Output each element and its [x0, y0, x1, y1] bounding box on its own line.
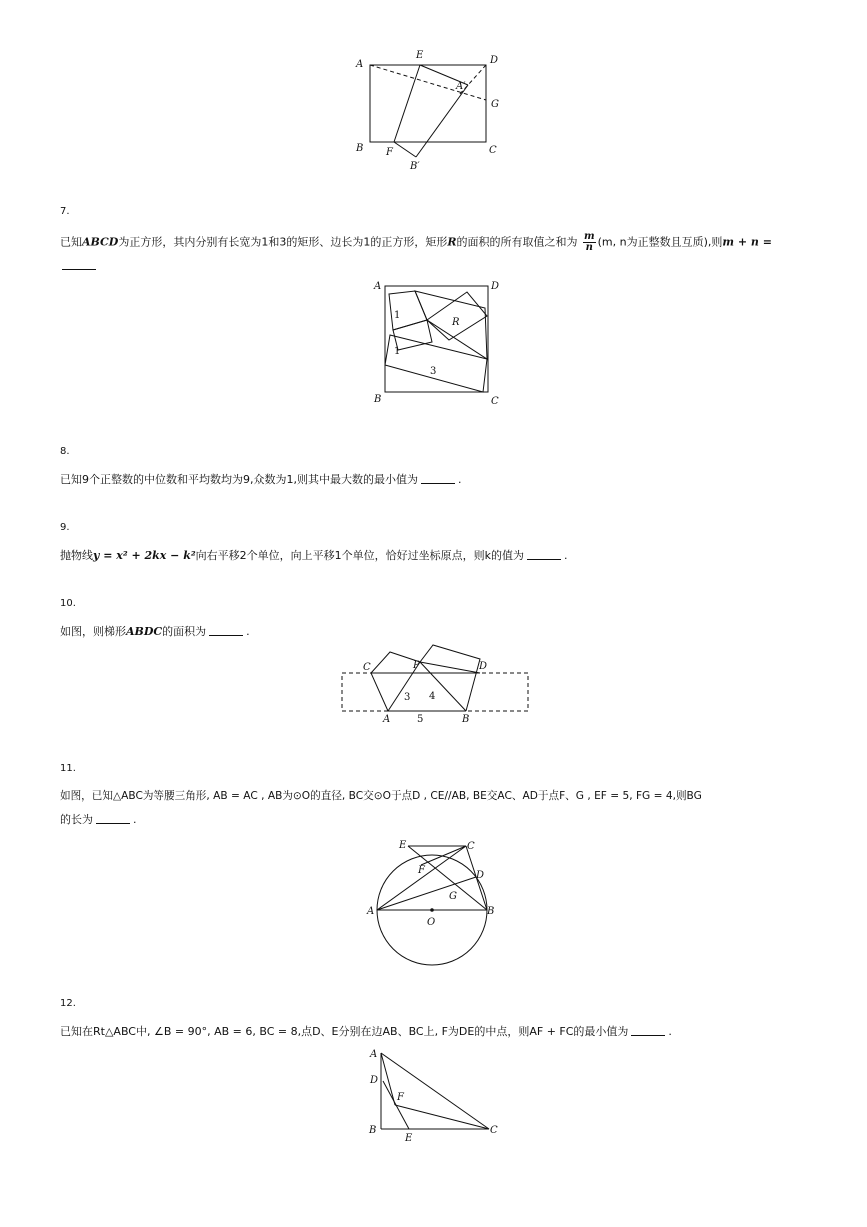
label-D: D: [370, 1075, 379, 1086]
label-4: 4: [429, 691, 436, 702]
label-1b: 1: [394, 346, 401, 357]
label-D: D: [479, 661, 488, 672]
question-11-line2: [60, 812, 137, 828]
question-9-text: [60, 548, 568, 564]
question-8-text: [60, 472, 462, 488]
question-7-number: 7.: [60, 206, 70, 217]
q10-post: 的面积为: [162, 625, 207, 638]
q7-text-b: 为正方形，其内分别有长宽为1和3的矩形、边长为1的正方形，矩形: [118, 235, 448, 249]
label-R: R: [452, 317, 460, 328]
label-A: A: [367, 906, 375, 917]
label-A-prime: A′: [456, 81, 466, 92]
label-B: B: [356, 143, 364, 154]
q7-text-c: 的面积的所有取值之和为: [456, 235, 578, 249]
label-O: O: [427, 917, 436, 928]
label-E: E: [405, 1133, 413, 1144]
answer-blank[interactable]: [527, 549, 561, 560]
label-D: D: [490, 55, 499, 66]
label-B: B: [462, 714, 470, 725]
label-D: D: [491, 281, 500, 292]
label-1a: 1: [394, 310, 401, 321]
trapezoid-figure: [340, 640, 530, 730]
q7-text-d: (m, n为正整数且互质),则: [597, 235, 723, 249]
label-F: F: [418, 865, 425, 876]
q8-text: 已知9个正整数的中位数和平均数均为9,众数为1,则其中最大数的最小值为: [60, 473, 418, 486]
label-B: B: [374, 394, 382, 405]
label-A: A: [370, 1049, 378, 1060]
label-C: C: [363, 662, 371, 673]
answer-blank[interactable]: [421, 473, 455, 484]
q7-math-abcd: ABCD: [82, 235, 119, 249]
label-P: P: [413, 660, 420, 671]
label-E: E: [399, 840, 407, 851]
question-8-number: 8.: [60, 446, 70, 457]
q7-text-a: 已知: [60, 235, 82, 249]
q10-pre: 如图，则梯形: [60, 625, 126, 638]
question-11-number: 11.: [60, 763, 76, 774]
question-12-text: [60, 1024, 672, 1040]
answer-blank[interactable]: [631, 1025, 665, 1036]
label-C: C: [491, 396, 499, 407]
label-B-prime: B′: [410, 161, 420, 172]
q12-end: .: [668, 1025, 672, 1038]
q12-text: 已知在Rt△ABC中, ∠B = 90°, AB = 6, BC = 8,点D、E分别在边AB、BC上, F为DE的中点，则AF + FC的最小值为: [60, 1025, 629, 1038]
label-G: G: [449, 891, 457, 902]
question-7-text: [60, 232, 772, 253]
question-10-text: [60, 624, 250, 640]
q9-expression: y = x² + 2kx − k²: [93, 549, 196, 562]
label-A: A: [374, 281, 382, 292]
label-E: E: [416, 50, 424, 61]
question-10-number: 10.: [60, 598, 76, 609]
q11-line2-text: 的长为: [60, 813, 93, 826]
label-A: A: [356, 59, 364, 70]
answer-blank[interactable]: [209, 625, 243, 636]
label-3: 3: [430, 366, 437, 377]
question-7-blank-line: [60, 258, 99, 274]
fold-rectangle-figure: [350, 45, 520, 175]
label-F: F: [397, 1092, 404, 1103]
q9-end: .: [564, 549, 568, 562]
question-11-text: 如图，已知△ABC为等腰三角形, AB = AC , AB为⊙O的直径, BC交⊙O于点D , CE//AB, BE交AC、AD于点F、G , EF = 5, FG = 4,则BG: [60, 790, 702, 802]
label-C: C: [489, 145, 497, 156]
question-12-number: 12.: [60, 998, 76, 1009]
circle-triangle-figure: [365, 835, 510, 970]
label-3: 3: [404, 692, 411, 703]
q11-end: .: [133, 813, 137, 826]
q10-math: ABDC: [126, 625, 163, 638]
fraction-m-over-n: $\frac{m}{n}$: [584, 231, 595, 253]
label-F: F: [386, 147, 393, 158]
q7-math-mn: m + n =: [722, 235, 772, 249]
label-B: B: [369, 1125, 377, 1136]
right-triangle-figure: [365, 1045, 510, 1145]
label-C: C: [490, 1125, 498, 1136]
q8-end: .: [458, 473, 462, 486]
answer-blank[interactable]: [96, 813, 130, 824]
question-9-number: 9.: [60, 522, 70, 533]
label-C: C: [467, 841, 475, 852]
answer-blank[interactable]: [62, 259, 96, 270]
q7-math-r: R: [447, 235, 457, 249]
square-rectangles-figure: [370, 278, 510, 408]
label-A: A: [383, 714, 391, 725]
label-B: B: [487, 906, 495, 917]
q9-pre: 抛物线: [60, 549, 93, 562]
label-D: D: [476, 870, 485, 881]
label-5: 5: [417, 714, 424, 725]
q9-post: 向右平移2个单位，向上平移1个单位，恰好过坐标原点，则k的值为: [195, 549, 525, 562]
q10-end: .: [246, 625, 250, 638]
label-G: G: [491, 99, 499, 110]
